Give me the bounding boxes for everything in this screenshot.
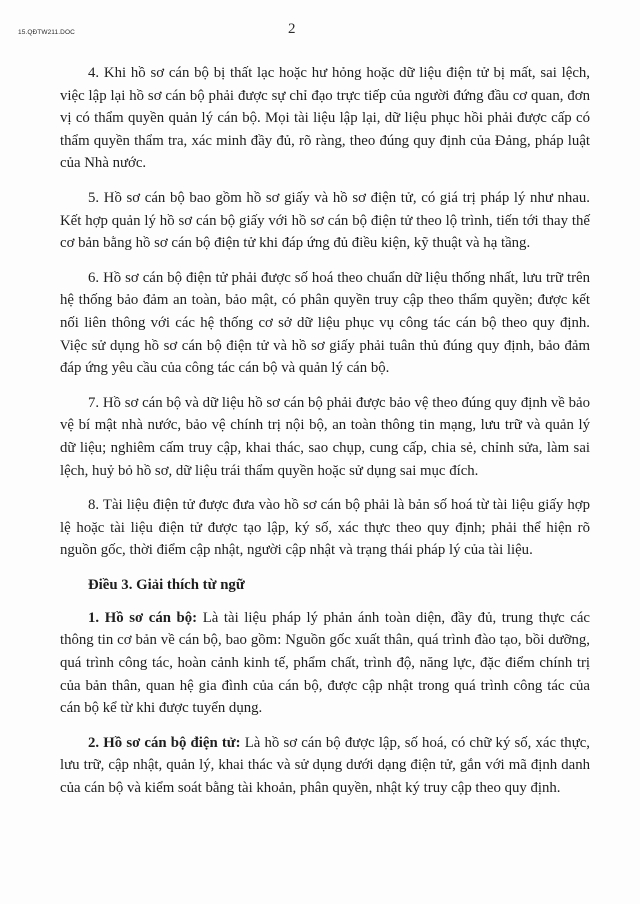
definition-item-1 (60, 607, 590, 720)
file-name-label: 15.QĐTW211.DOC (18, 29, 75, 36)
paragraph-item-5: 5. Hồ sơ cán bộ bao gồm hồ sơ giấy và hồ sơ điện tử, có giá trị pháp lý như nhau. Kết hợp quản lý hồ sơ cán bộ giấy với hồ sơ cán bộ điện tử theo lộ trình, tiến tới thay thế cơ bản bằng hồ sơ cán bộ điện tử khi đáp ứng đủ điều kiện, kỹ thuật và hạ tầng. (60, 189, 590, 252)
paragraph-item-7: 7. Hồ sơ cán bộ và dữ liệu hồ sơ cán bộ phải được bảo vệ theo đúng quy định về bảo vệ bí mật nhà nước, bảo vệ chính trị nội bộ, an toàn thông tin mạng, lưu trữ và quản lý dữ liệu; nghiêm cấm truy cập, khai thác, sao chụp, cung cấp, chia sẻ, chỉnh sửa, làm sai lệch, huỷ bỏ hồ sơ, dữ liệu trái thẩm quyền hoặc sử dụng sai mục đích. (60, 394, 590, 479)
paragraph-item-4: 4. Khi hồ sơ cán bộ bị thất lạc hoặc hư hỏng hoặc dữ liệu điện tử bị mất, sai lệch, việc lập lại hồ sơ cán bộ phải được sự chỉ đạo trực tiếp của người đứng đầu cơ quan, đơn vị có thẩm quyền quản lý cán bộ. Mọi tài liệu lập lại, dữ liệu phục hồi phải được cấp có thẩm quyền thẩm tra, xác minh đầy đủ, rõ ràng, theo đúng quy định của Đảng, pháp luật của Nhà nước. (60, 65, 590, 172)
definition-text: Là hồ sơ cán bộ được lập, số hoá, có chữ ký số, xác thực, lưu trữ, cập nhật, quản lý, khai thác và sử dụng dưới dạng điện tử, gắn với mã định danh của cán bộ và kiểm soát bằng tài khoản, phân quyền, nhật ký truy cập theo quy định. (60, 734, 590, 797)
paragraph-item-6: 6. Hồ sơ cán bộ điện tử phải được số hoá theo chuẩn dữ liệu thống nhất, lưu trữ trên hệ thống bảo đảm an toàn, bảo mật, có phân quyền truy cập theo thẩm quyền; được kết nối liên thông với các hệ thống cơ sở dữ liệu phục vụ công tác cán bộ theo quy định. Việc sử dụng hồ sơ cán bộ điện tử và hồ sơ giấy phải tuân thủ đúng quy định, bảo đảm đáp ứng yêu cầu của công tác cán bộ và quản lý cán bộ. (60, 269, 590, 377)
document-body (60, 62, 590, 812)
definition-term: 1. Hồ sơ cán bộ: (88, 609, 198, 626)
definition-text: Là tài liệu pháp lý phản ánh toàn diện, đầy đủ, trung thực các thông tin cơ bản về cán bộ, bao gồm: Nguồn gốc xuất thân, quá trình đào tạo, bồi dưỡng, quá trình công tác, hoàn cảnh kinh tế, phẩm chất, trình độ, năng lực, đặc điểm chính trị của bản thân, quan hệ gia đình của cán bộ, được cập nhật trong quá trình công tác của cán bộ kể từ khi được tuyển dụng. (60, 609, 590, 717)
definition-term: 2. Hồ sơ cán bộ điện tử: (88, 734, 241, 751)
page-number: 2 (288, 21, 296, 37)
definition-item-2 (60, 732, 590, 800)
article-heading: Điều 3. Giải thích từ ngữ (88, 576, 245, 593)
paragraph-item-8: 8. Tài liệu điện tử được đưa vào hồ sơ cán bộ phải là bản số hoá từ tài liệu giấy hợp lệ hoặc tài liệu điện tử được tạo lập, ký số, xác thực theo quy định; phải thể hiện rõ nguồn gốc, thời điểm cập nhật, người cập nhật và trạng thái pháp lý của tài liệu. (60, 497, 590, 559)
